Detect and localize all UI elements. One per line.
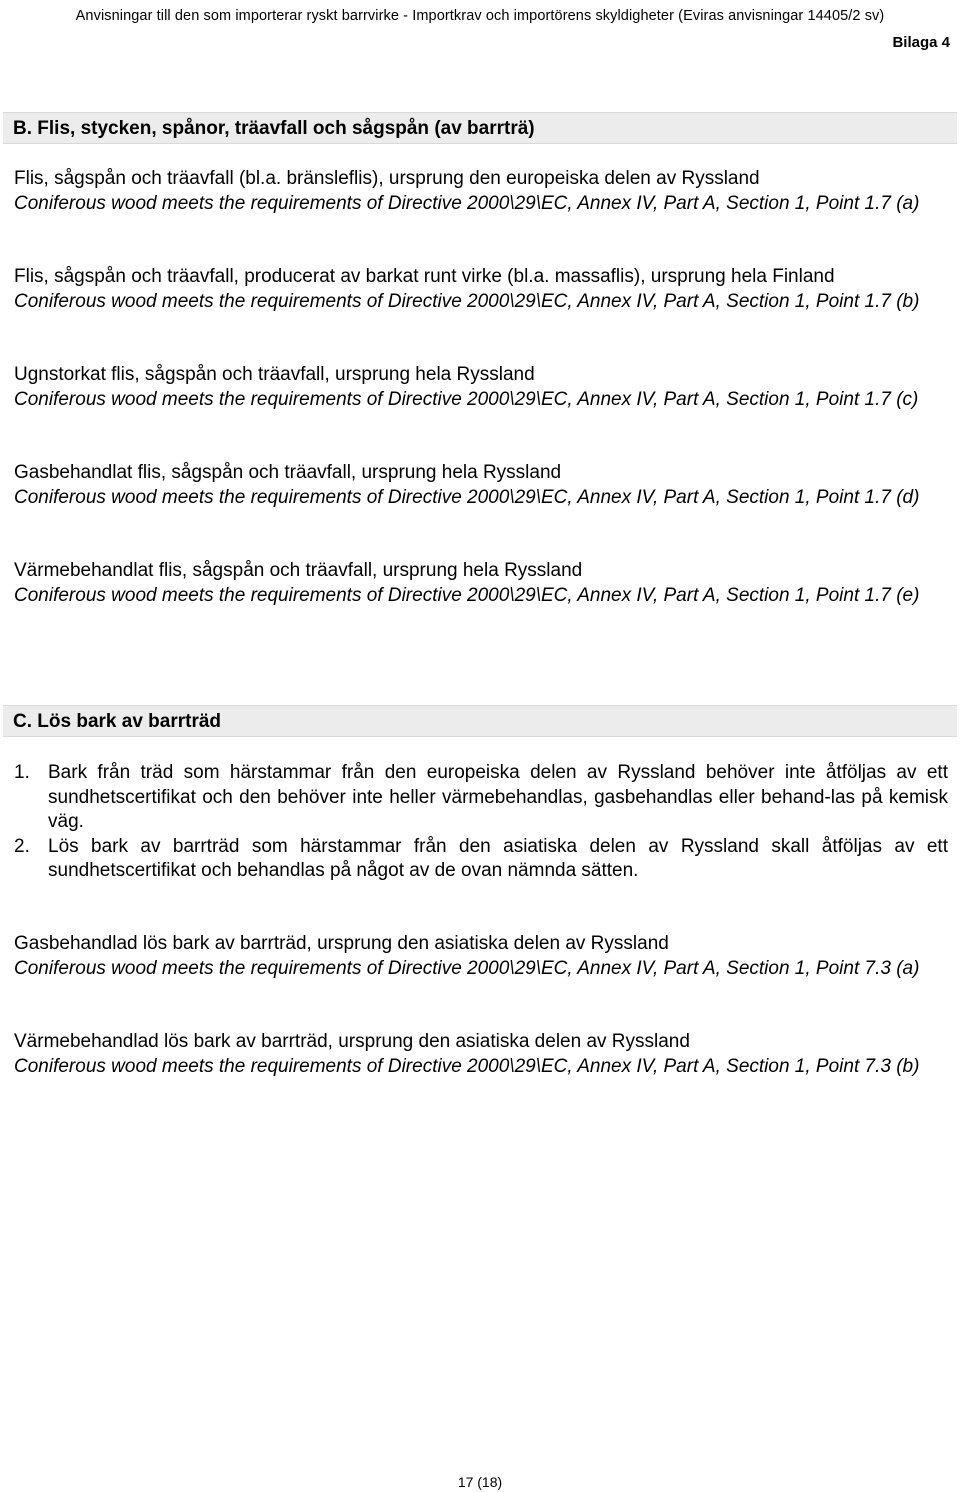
section-b-entry-3 bbox=[14, 363, 948, 412]
entry-directive-reference: Coniferous wood meets the requirements of Directive 2000\29\EC, Annex IV, Part A, Section 1, Point 7.3 (a) bbox=[14, 957, 920, 979]
entry-title: Värmebehandlad lös bark av barrträd, ursprung den asiatiska delen av Ryssland bbox=[14, 1031, 690, 1052]
entry-directive-reference: Coniferous wood meets the requirements of Directive 2000\29\EC, Annex IV, Part A, Section 1, Point 1.7 (e) bbox=[14, 584, 920, 606]
annex-label: Bilaga 4 bbox=[892, 34, 950, 51]
numbered-list-item bbox=[14, 835, 948, 884]
entry-title: Flis, sågspån och träavfall (bl.a. bränsleflis), ursprung den europeiska delen av Ryssland bbox=[14, 168, 760, 189]
section-c-entry-2 bbox=[14, 1030, 948, 1079]
running-header: Anvisningar till den som importerar ryskt barrvirke - Importkrav och importörens skyldigheter (Eviras anvisningar 14405/2 sv) bbox=[75, 8, 885, 24]
list-item-number: 2. bbox=[14, 835, 30, 857]
entry-title: Gasbehandlad lös bark av barrträd, ursprung den asiatiska delen av Ryssland bbox=[14, 933, 669, 954]
section-b-title: B. Flis, stycken, spånor, träavfall och sågspån (av barrträ) bbox=[13, 118, 535, 139]
section-b-entry-2 bbox=[14, 265, 948, 314]
entry-directive-reference: Coniferous wood meets the requirements of Directive 2000\29\EC, Annex IV, Part A, Section 1, Point 7.3 (b) bbox=[14, 1055, 920, 1077]
numbered-list-item bbox=[14, 761, 948, 835]
section-b-entry-5 bbox=[14, 559, 948, 608]
entry-title: Värmebehandlat flis, sågspån och träavfall, ursprung hela Ryssland bbox=[14, 560, 583, 581]
list-item-number: 1. bbox=[14, 762, 30, 783]
section-c-numbered-list bbox=[14, 761, 948, 884]
entry-directive-reference: Coniferous wood meets the requirements of Directive 2000\29\EC, Annex IV, Part A, Section 1, Point 1.7 (b) bbox=[14, 290, 920, 312]
list-item-text: Bark från träd som härstammar från den europeiska delen av Ryssland behöver inte åtföljas av ett sundhetscertifikat och den behöver inte heller värmebehandlas, gasbehandlas eller behand-las på kemisk väg. bbox=[48, 762, 948, 832]
list-item-text: Lös bark av barrträd som härstammar från den asiatiska delen av Ryssland skall åtföljas av ett sundhetscertifikat och behandlas på något av de ovan nämnda sätten. bbox=[48, 835, 948, 881]
section-b-entry-1 bbox=[14, 167, 948, 216]
section-b-entry-4 bbox=[14, 461, 948, 510]
entry-title: Gasbehandlat flis, sågspån och träavfall, ursprung hela Ryssland bbox=[14, 462, 562, 483]
entry-directive-reference: Coniferous wood meets the requirements of Directive 2000\29\EC, Annex IV, Part A, Section 1, Point 1.7 (c) bbox=[14, 388, 919, 410]
section-b-heading bbox=[3, 112, 957, 144]
section-c-title: C. Lös bark av barrträd bbox=[13, 711, 222, 732]
page-number: 17 (18) bbox=[457, 1474, 503, 1490]
entry-title: Flis, sågspån och träavfall, producerat av barkat runt virke (bl.a. massaflis), ursprung hela Finland bbox=[14, 266, 835, 287]
entry-directive-reference: Coniferous wood meets the requirements of Directive 2000\29\EC, Annex IV, Part A, Section 1, Point 1.7 (a) bbox=[14, 192, 920, 214]
entry-title: Ugnstorkat flis, sågspån och träavfall, ursprung hela Ryssland bbox=[14, 364, 535, 385]
section-c-entry-1 bbox=[14, 932, 948, 981]
section-c-heading bbox=[3, 705, 957, 737]
entry-directive-reference: Coniferous wood meets the requirements of Directive 2000\29\EC, Annex IV, Part A, Section 1, Point 1.7 (d) bbox=[14, 486, 920, 508]
